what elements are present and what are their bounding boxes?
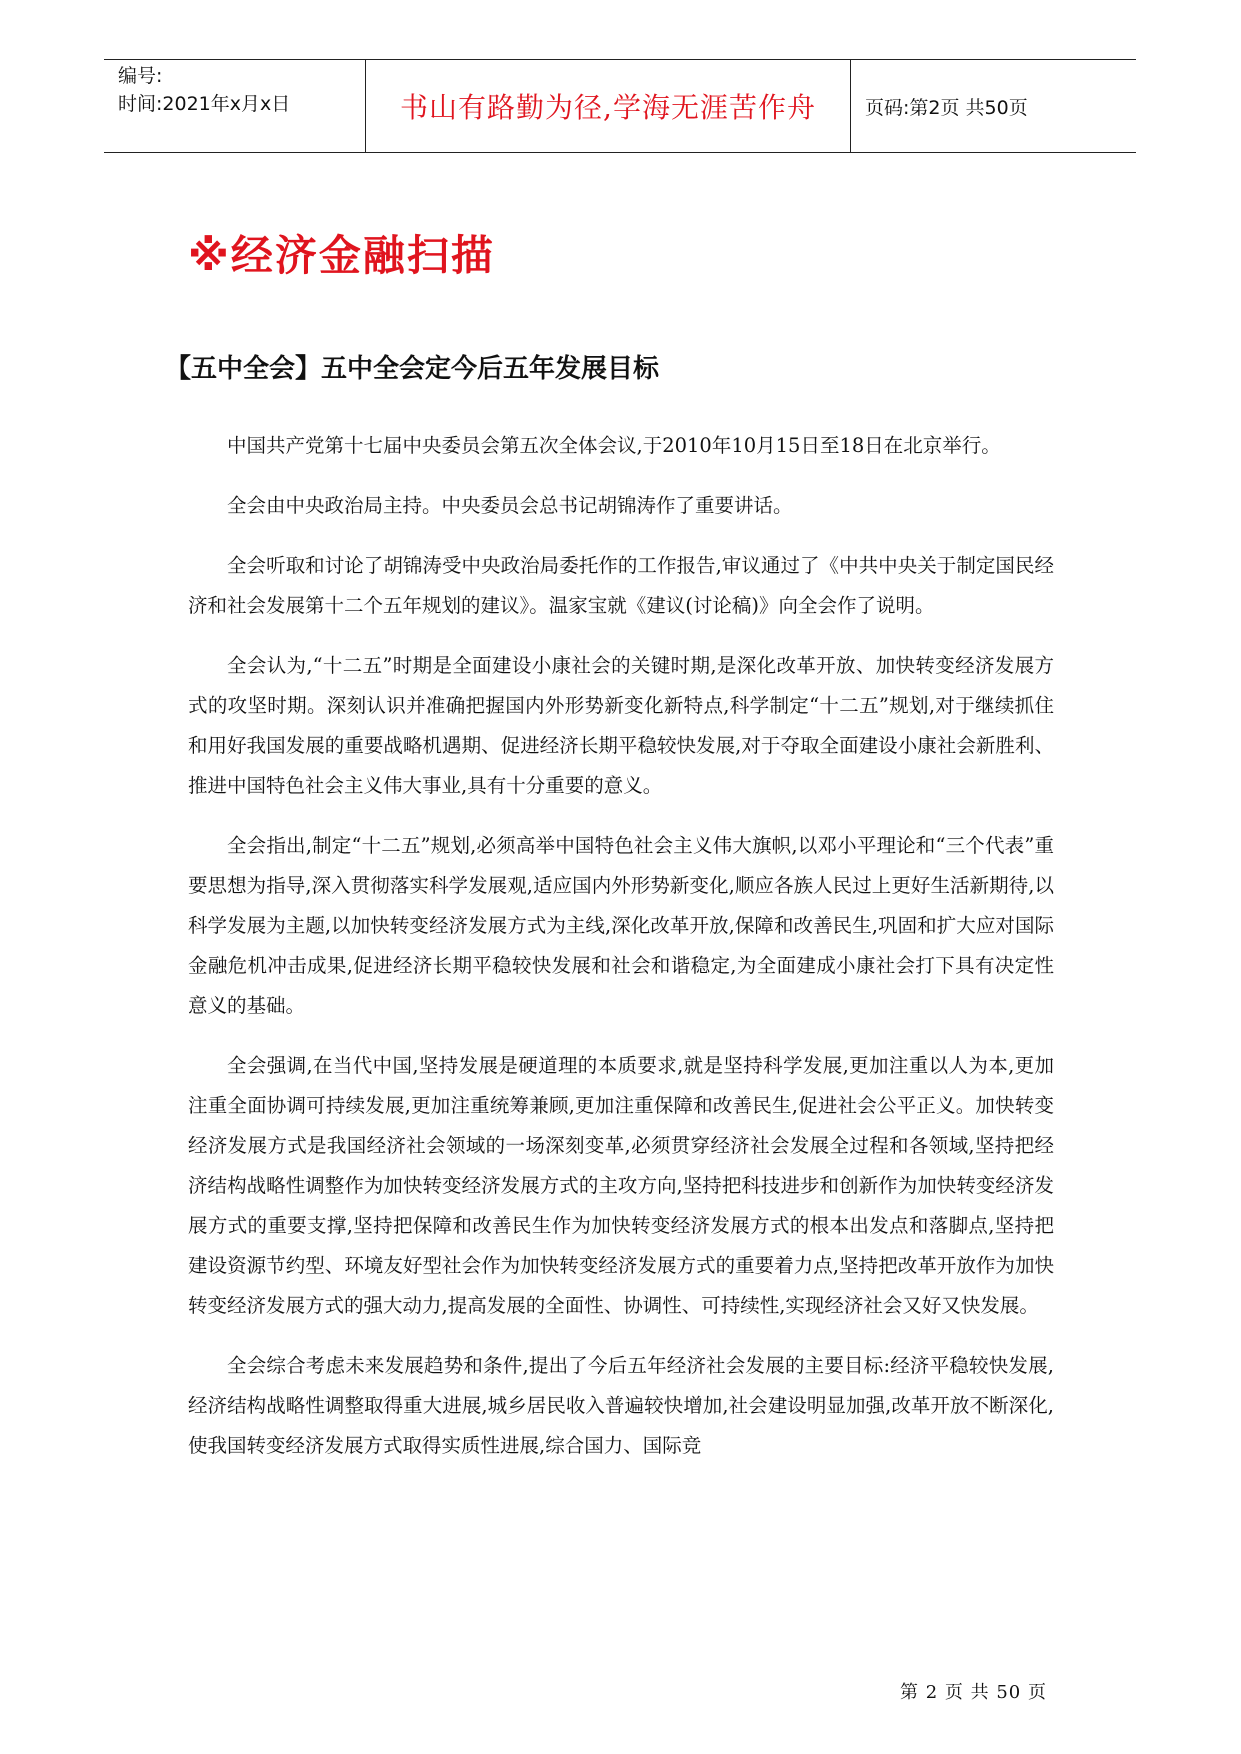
document-number-label: 编号:: [118, 65, 163, 87]
header-meta-cell: [104, 60, 366, 152]
article-paragraph: 中国共产党第十七届中央委员会第五次全体会议,于2010年10月15日至18日在北京举行。: [227, 434, 1001, 457]
article-paragraph: 全会认为,“十二五”时期是全面建设小康社会的关键时期,是深化改革开放、加快转变经济发展方式的攻坚时期。深刻认识并准确把握国内外形势新变化新特点,科学制定“十二五”规划,对于继续抓住和用好我国发展的重要战略机遇期、促进经济长期平稳较快发展,对于夺取全面建设小康社会新胜利、推进中国特色社会主义伟大事业,具有十分重要的意义。: [188, 654, 1054, 797]
header-motto: 书山有路勤为径,学海无涯苦作舟: [366, 60, 851, 152]
article-paragraph: 全会由中央政治局主持。中央委员会总书记胡锦涛作了重要讲话。: [227, 494, 793, 517]
page-header: [104, 59, 1136, 153]
article-paragraph: 全会综合考虑未来发展趋势和条件,提出了今后五年经济社会发展的主要目标:经济平稳较快发展,经济结构战略性调整取得重大进展,城乡居民收入普遍较快增加,社会建设明显加强,改革开放不断深化,使我国转变经济发展方式取得实质性进展,综合国力、国际竞: [188, 1354, 1054, 1457]
header-page-label: 页码:第2页 共50页: [865, 96, 1028, 119]
article-body: [188, 426, 1054, 1486]
page-footer: 第 2 页 共 50 页: [900, 1682, 1047, 1703]
article-paragraph: 全会听取和讨论了胡锦涛受中央政治局委托作的工作报告,审议通过了《中共中央关于制定国民经济和社会发展第十二个五年规划的建议》。温家宝就《建议(讨论稿)》向全会作了说明。: [188, 554, 1054, 617]
article-title: 【五中全会】五中全会定今后五年发展目标: [165, 354, 660, 384]
section-title: ※经济金融扫描: [188, 231, 495, 280]
article-paragraph: 全会强调,在当代中国,坚持发展是硬道理的本质要求,就是坚持科学发展,更加注重以人为本,更加注重全面协调可持续发展,更加注重统筹兼顾,更加注重保障和改善民生,促进社会公平正义。加快转变经济发展方式是我国经济社会领域的一场深刻变革,必须贯穿经济社会发展全过程和各领域,坚持把经济结构战略性调整作为加快转变经济发展方式的主攻方向,坚持把科技进步和创新作为加快转变经济发展方式的重要支撑,坚持把保障和改善民生作为加快转变经济发展方式的根本出发点和落脚点,坚持把建设资源节约型、环境友好型社会作为加快转变经济发展方式的重要着力点,坚持把改革开放作为加快转变经济发展方式的强大动力,提高发展的全面性、协调性、可持续性,实现经济社会又好又快发展。: [188, 1054, 1054, 1317]
document-time-label: 时间:2021年x月x日: [118, 93, 291, 115]
article-paragraph: 全会指出,制定“十二五”规划,必须高举中国特色社会主义伟大旗帜,以邓小平理论和“三个代表”重要思想为指导,深入贯彻落实科学发展观,适应国内外形势新变化,顺应各族人民过上更好生活新期待,以科学发展为主题,以加快转变经济发展方式为主线,深化改革开放,保障和改善民生,巩固和扩大应对国际金融危机冲击成果,促进经济长期平稳较快发展和社会和谐稳定,为全面建成小康社会打下具有决定性意义的基础。: [188, 834, 1054, 1017]
